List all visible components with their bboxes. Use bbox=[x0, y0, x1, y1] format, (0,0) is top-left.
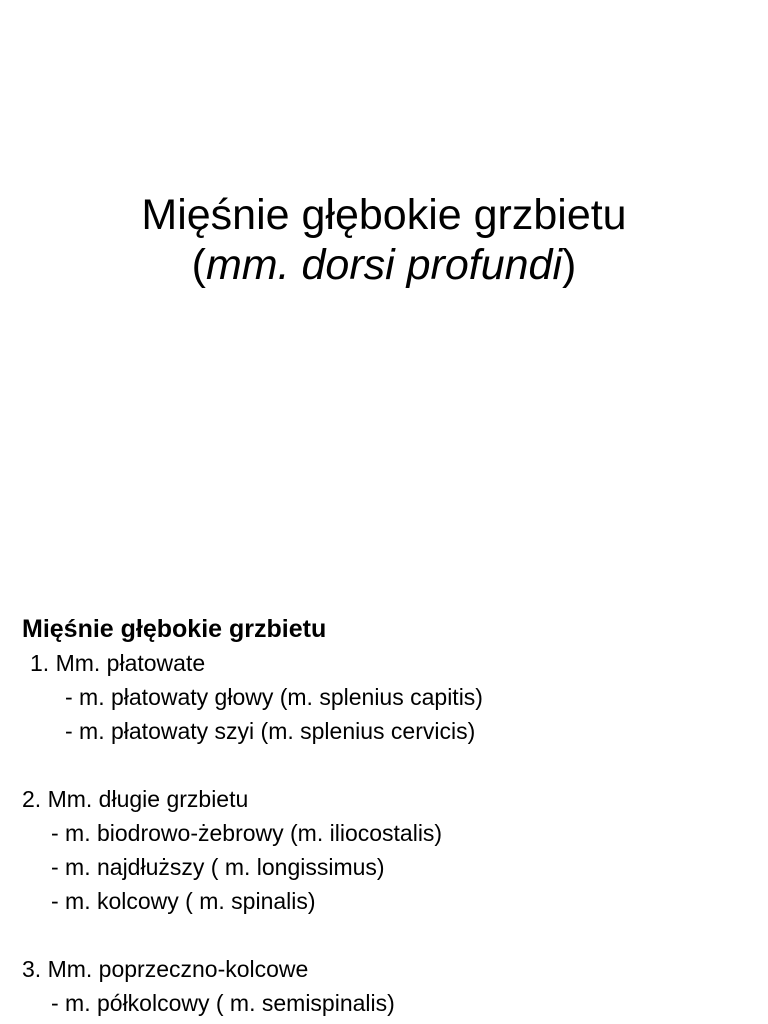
slide-title-line-2 bbox=[0, 240, 768, 290]
title-latin-name: mm. dorsi profundi bbox=[205, 241, 563, 289]
group-label: 3. Mm. poprzeczno-kolcowe bbox=[22, 956, 309, 982]
slide-title-line-1: Mięśnie głębokie grzbietu bbox=[141, 191, 627, 239]
group-label: 2. Mm. długie grzbietu bbox=[22, 786, 249, 812]
list-item: - m. najdłuższy ( m. longissimus) bbox=[51, 854, 385, 880]
outline-heading: Mięśnie głębokie grzbietu bbox=[22, 615, 327, 643]
list-item: - m. płatowaty głowy (m. splenius capitis) bbox=[65, 684, 483, 710]
list-item: - m. półkolcowy ( m. semispinalis) bbox=[51, 990, 395, 1016]
list-item: - m. biodrowo-żebrowy (m. iliocostalis) bbox=[51, 820, 443, 846]
spacer bbox=[22, 748, 752, 782]
title-close-paren: ) bbox=[562, 241, 577, 289]
muscle-outline bbox=[22, 612, 752, 1020]
title-open-paren: ( bbox=[191, 241, 206, 289]
slide-title bbox=[0, 190, 768, 290]
spacer bbox=[22, 918, 752, 952]
group-label: 1. Mm. płatowate bbox=[30, 650, 206, 676]
list-item: - m. płatowaty szyi (m. splenius cervicis) bbox=[65, 718, 476, 744]
list-item: - m. kolcowy ( m. spinalis) bbox=[51, 888, 316, 914]
